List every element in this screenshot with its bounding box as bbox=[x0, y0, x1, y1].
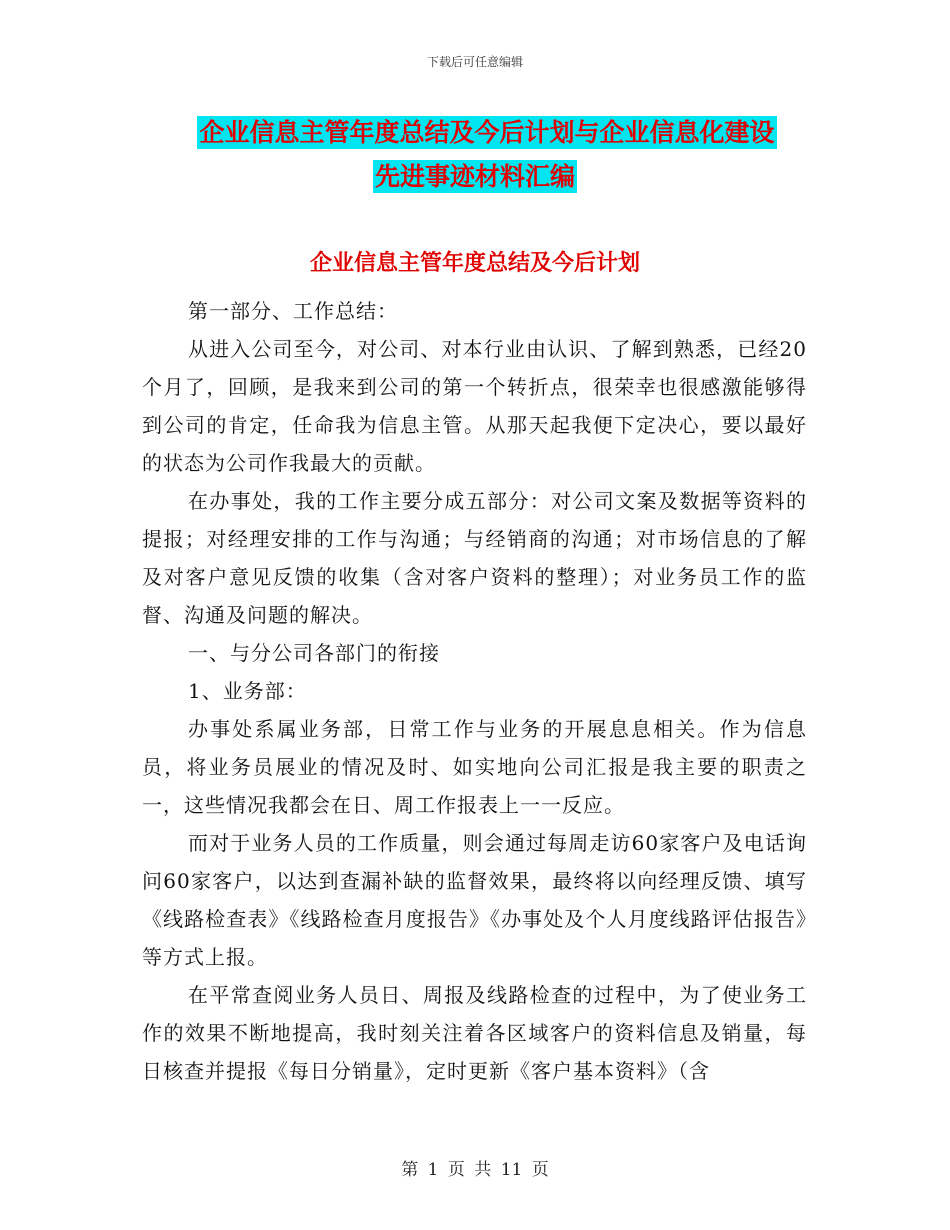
paragraph: 1、业务部： bbox=[188, 679, 307, 703]
main-title-text-1: 企业信息主管年度总结及今后计划与企业信息化建设 bbox=[199, 118, 775, 147]
paragraph: 在平常查阅业务人员日、周报及线路检查的过程中，为了使业务工作的效果不断地提高，我时刻关注着各区域客户的资料信息及销量，每日核查并提报《每日分销量》，定时更新《客户基本资料》（含 bbox=[142, 983, 807, 1083]
main-title-text-2: 先进事迹材料汇编 bbox=[374, 162, 575, 191]
paragraph: 在办事处，我的工作主要分成五部分：对公司文案及数据等资料的提报；对经理安排的工作与沟通；与经销商的沟通；对市场信息的了解及对客户意见反馈的收集（含对客户资料的整理）；对业务员工作的监督、沟通及问题的解决。 bbox=[142, 489, 807, 627]
section-title: 企业信息主管年度总结及今后计划 bbox=[309, 251, 640, 276]
main-title-line-2 bbox=[0, 157, 950, 193]
paragraph: 而对于业务人员的工作质量，则会通过每周走访60家客户及电话询问60家客户，以达到查漏补缺的监督效果，最终将以向经理反馈、填写《线路检查表》《线路检查月度报告》《办事处及个人月度线路评估报告》等方式上报。 bbox=[142, 831, 807, 969]
paragraph: 从进入公司至今，对公司、对本行业由认识、了解到熟悉，已经20个月了，回顾，是我来到公司的第一个转折点，很荣幸也很感激能够得到公司的肯定，任命我为信息主管。从那天起我便下定决心，要以最好的状态为公司作我最大的贡献。 bbox=[142, 337, 807, 475]
main-title-line-1 bbox=[0, 113, 950, 149]
paragraph: 第一部分、工作总结： bbox=[188, 299, 398, 323]
paragraph: 一、与分公司各部门的衔接 bbox=[188, 641, 440, 665]
body-text bbox=[142, 292, 807, 1090]
header-note: 下载后可任意编辑 bbox=[426, 55, 523, 69]
page-footer: 第 1 页 共 11 页 bbox=[401, 1160, 549, 1180]
paragraph: 办事处系属业务部，日常工作与业务的开展息息相关。作为信息员，将业务员展业的情况及时、如实地向公司汇报是我主要的职责之一，这些情况我都会在日、周工作报表上一一反应。 bbox=[142, 717, 807, 817]
